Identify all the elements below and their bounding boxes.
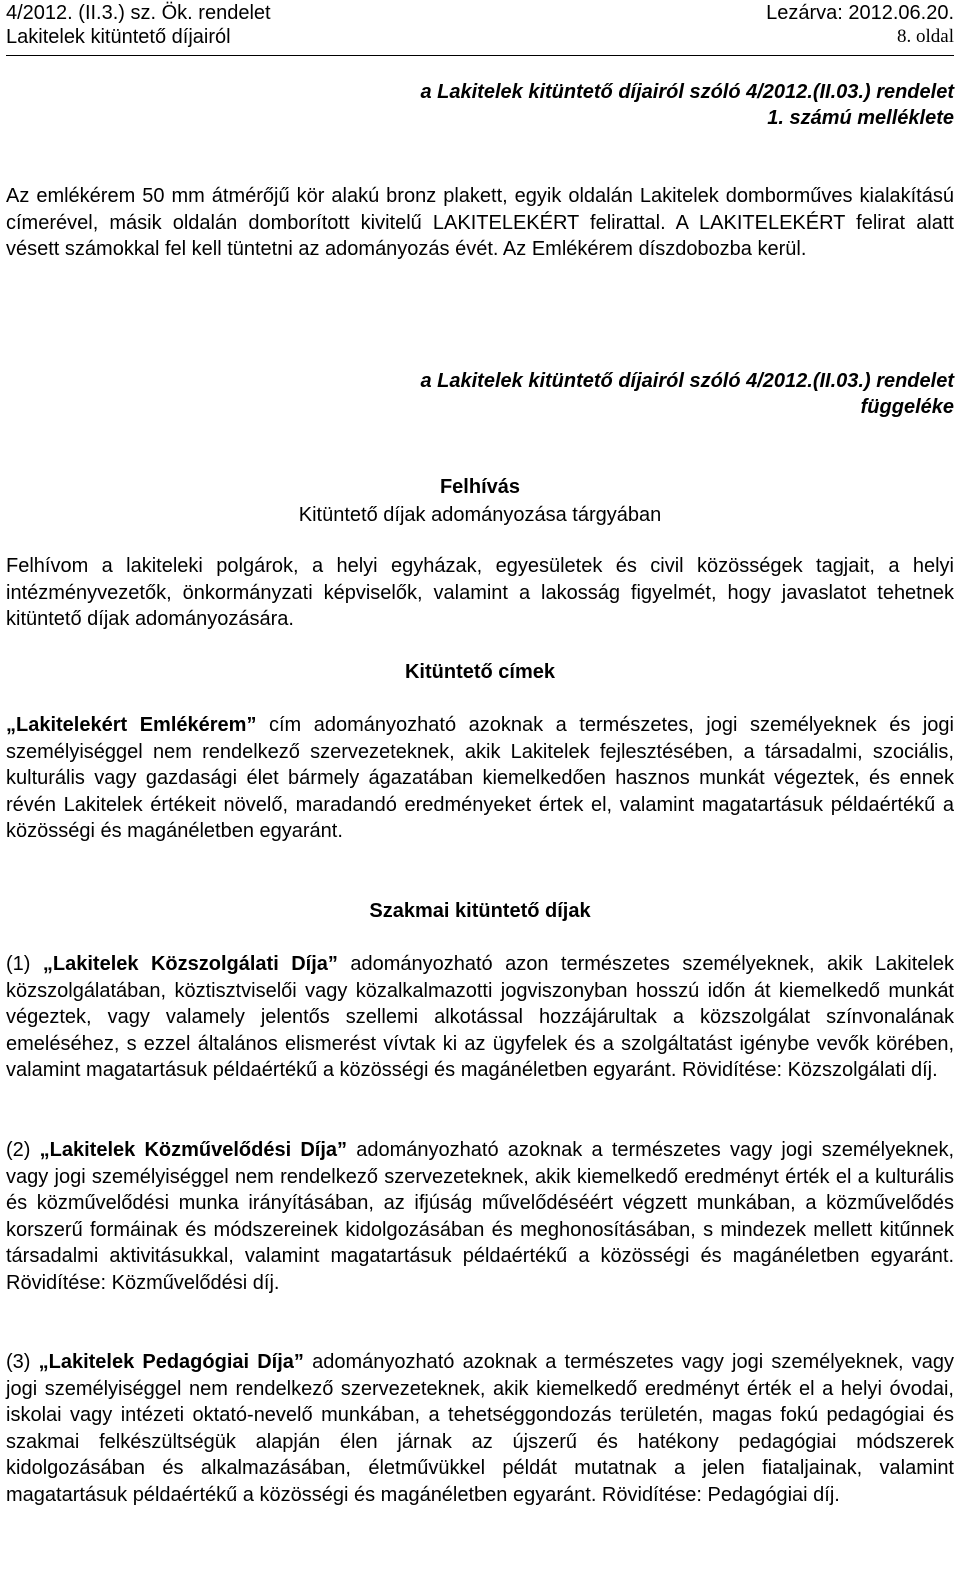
call-title: Felhívás <box>439 476 521 498</box>
award-paragraph-culture <box>6 1137 954 1296</box>
annex-reference <box>420 79 954 131</box>
appendix-reference <box>420 368 954 420</box>
page-header-row-1 <box>6 2 954 26</box>
award-number: (1) <box>6 953 43 975</box>
annex-reference-line-1: a Lakitelek kitüntető díjairól szóló 4/2012.(II.03.) rendelet <box>420 81 954 103</box>
professional-awards-heading: Szakmai kitüntető díjak <box>369 900 591 922</box>
award-number: (3) <box>6 1351 39 1373</box>
award-name: „Lakitelek Pedagógiai Díja” <box>38 1351 304 1373</box>
award-paragraph-pedagogy <box>6 1349 954 1508</box>
call-subtitle: Kitüntető díjak adományozása tárgyában <box>298 504 662 526</box>
appendix-reference-line-1: a Lakitelek kitüntető díjairól szóló 4/2012.(II.03.) rendelet <box>420 370 954 392</box>
honorary-titles-heading: Kitüntető címek <box>404 661 556 683</box>
award-text: adományozható azon természetes személyeknek, akik Lakitelek közszolgálatában, köztisztviselői vagy közalkalmazotti jogviszonyban hosszú időn át kiemelkedő munkát végeztek, vagy valamely jelentős szellemi alkotással hozzájárultak a közszolgálat színvonalának emeléséhez, s ezzel általános elismerést vívtak ki az ügyfelek és a szolgáltatást igénybe vevők körében, valamint magatartásuk példaértékű a közösségi és magánéletben egyaránt. Rövidítése: Közszolgálati díj. <box>6 953 954 1081</box>
medal-description: Az emlékérem 50 mm átmérőjű kör alakú bronz plakett, egyik oldalán Lakitelek domborműves kialakítású címerével, másik oldalán domborított kivitelű LAKITELEKÉRT felirattal. A LAKITELEKÉRT felirat alatt vésett számokkal fel kell tüntetni az adományozás évét. Az Emlékérem díszdobozba kerül. <box>6 185 954 260</box>
annex-reference-line-2: 1. számú melléklete <box>767 107 954 129</box>
lakitelekert-medal-paragraph <box>6 712 954 845</box>
header-closed-date: Lezárva: 2012.06.20. <box>766 2 954 24</box>
award-name: „Lakitelek Közművelődési Díja” <box>39 1139 348 1161</box>
award-paragraph-public-service <box>6 951 954 1084</box>
lakitelekert-medal-name: „Lakitelekért Emlékérem” <box>6 714 257 736</box>
header-regulation-title: Lakitelek kitüntető díjairól <box>6 26 231 48</box>
award-name: „Lakitelek Közszolgálati Díja” <box>42 953 338 975</box>
award-text: adományozható azoknak a természetes vagy jogi személyeknek, vagy jogi személyiséggel nem rendelkező szervezeteknek, akik kiemelkedő eredményt érték el a kulturális és közművelődési munka irányításában, az ifjúság művelődéséért végzett munkában, a közművelődés korszerű formáinak és módszereinek kidolgozásában és meghonosításában, s mindezek mellett kitűnnek társadalmi aktivitásukkal, valamint magatartásuk példaértékű a közösségi és magánéletben egyaránt. Rövidítése: Közművelődési díj. <box>6 1139 955 1294</box>
award-number: (2) <box>6 1139 40 1161</box>
header-divider <box>6 55 954 56</box>
header-regulation-number: 4/2012. (II.3.) sz. Ök. rendelet <box>6 2 271 24</box>
header-page-number: 8. oldal <box>897 26 954 47</box>
appendix-reference-line-2: függeléke <box>860 396 954 418</box>
award-text: adományozható azoknak a természetes vagy jogi személyeknek, vagy jogi személyiséggel nem rendelkező szervezeteknek, akik kiemelkedő eredményt érték el a helyi óvodai, iskolai vagy intézeti oktató-nevelő munkában, a tehetséggondozás területén, magas fokú pedagógiai és szakmai felkészültségük alapján élen járnak az újszerű és hatékony pedagógiai módszerek kidolgozásában és alkalmazásában, életművükkel példát mutatnak a jelen fiataljainak, valamint magatartásuk példaértékű a közösségi és magánéletben egyaránt. Rövidítése: Pedagógiai díj. <box>6 1351 955 1506</box>
page-header-row-2 <box>6 26 954 50</box>
lakitelekert-medal-text: cím adományozható azoknak a természetes, jogi személyeknek és jogi személyiséggel nem rendelkező szervezeteknek, akik Lakitelek fejlesztésében, a társadalmi, szociális, kulturális vagy gazdasági élet bármely ágazatában kiemelkedően hasznos munkát végeztek, és ennek révén Lakitelek értékeit növelő, maradandó eredményeket értek el, valamint magatartásuk példaértékű a közösségi és magánéletben egyaránt. <box>6 714 954 842</box>
call-intro: Felhívom a lakiteleki polgárok, a helyi egyházak, egyesületek és civil közösségek tagjait, a helyi intézményvezetők, önkormányzati képviselők, valamint a lakosság figyelmét, hogy javaslatot tehetnek kitüntető díjak adományozására. <box>6 555 954 630</box>
